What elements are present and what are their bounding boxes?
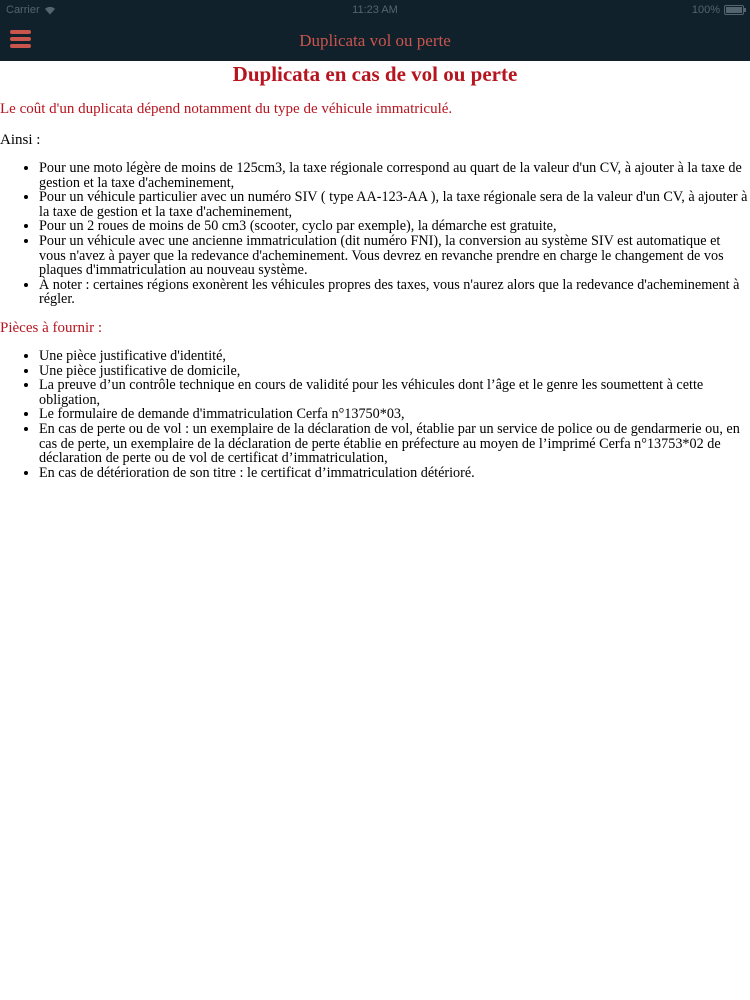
- list-item: • Pour un 2 roues de moins de 50 cm3 (scooter, cyclo par exemple), la démarche est gratuite,: [39, 219, 748, 234]
- top-bar: [0, 0, 750, 61]
- pieces-list: [0, 349, 750, 480]
- list-item: • À noter : certaines régions exonèrent les véhicules propres des taxes, vous n'aurez alors que la redevance d'acheminement à régler.: [39, 278, 748, 307]
- list-item: • La preuve d’un contrôle technique en cours de validité pour les véhicules dont l’âge et le genre les soumettent à cette obligation,: [39, 378, 748, 407]
- status-bar: [0, 0, 750, 20]
- list-item: • En cas de détérioration de son titre : le certificat d’immatriculation détérioré.: [39, 466, 748, 481]
- list-item: • Pour un véhicule particulier avec un numéro SIV ( type AA-123-AA ), la taxe régionale sera de la valeur d'un CV, à ajouter à la taxe de gestion et la taxe d'acheminement,: [39, 190, 748, 219]
- carrier-label: Carrier: [6, 4, 40, 16]
- list-item: • En cas de perte ou de vol : un exemplaire de la déclaration de vol, établie par un service de police ou de gendarmerie ou, en cas de perte, un exemplaire de la déclaration de perte établie en préfecture au moyen de l’imprimé Cerfa n°13753*02 de déclaration de perte ou de vol de certificat d’immatriculation,: [39, 422, 748, 466]
- cases-list: [0, 161, 750, 307]
- pieces-heading: Pièces à fournir :: [0, 319, 103, 336]
- page-title: Duplicata en cas de vol ou perte: [232, 62, 518, 86]
- list-item: • Une pièce justificative de domicile,: [39, 364, 748, 379]
- main-content: [0, 61, 750, 480]
- list-item: • Pour un véhicule avec une ancienne immatriculation (dit numéro FNI), la conversion au système SIV est automatique et vous n'avez à payer que la redevance d'acheminement. Vous devrez en revanche prendre en charge le changement de vos plaques d'immatriculation au nouveau système.: [39, 234, 748, 278]
- ainsi-label: Ainsi :: [0, 132, 41, 148]
- status-time: 11:23 AM: [352, 4, 398, 16]
- battery-percent: 100%: [691, 4, 720, 16]
- list-item: • Une pièce justificative d'identité,: [39, 349, 748, 364]
- battery-icon: [724, 5, 744, 15]
- nav-title: Duplicata vol ou perte: [299, 31, 451, 50]
- list-item: • Le formulaire de demande d'immatriculation Cerfa n°13750*03,: [39, 407, 748, 422]
- nav-bar: [0, 20, 750, 61]
- status-battery: [692, 4, 744, 16]
- intro-text: Le coût d'un duplicata dépend notamment du type de véhicule immatriculé.: [0, 101, 453, 117]
- list-item: • Pour une moto légère de moins de 125cm3, la taxe régionale correspond au quart de la valeur d'un CV, à ajouter à la taxe de gestion et la taxe d'acheminement,: [39, 161, 748, 190]
